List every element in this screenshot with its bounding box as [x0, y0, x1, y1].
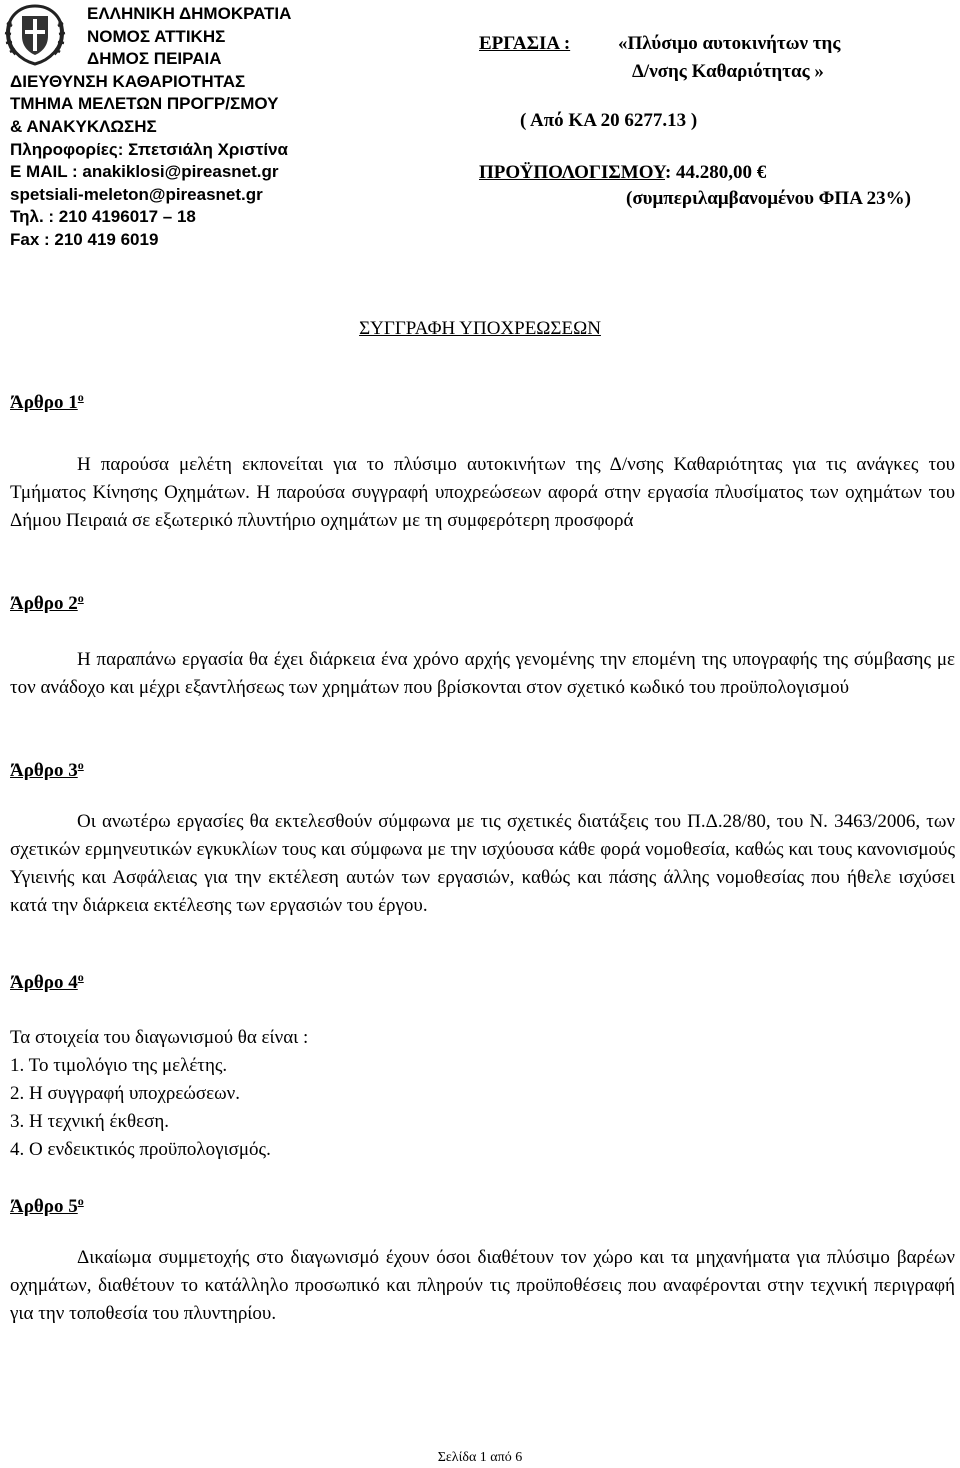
issuer-line: ΔΙΕΥΘΥΝΣΗ ΚΑΘΑΡΙΟΤΗΤΑΣ [10, 71, 246, 91]
article-body: Οι ανωτέρω εργασίες θα εκτελεσθούν σύμφωνα με τις σχετικές διατάξεις του Π.Δ.28/80, του Ν. 3463/2006, των σχετικών ερμηνευτικών εγκυκλίων τους και σύμφωνα με την ισχύουσα κάθε φορά νομοθεσία, καθώς και τους κανονισμούς Υγιεινής και Ασφάλειας για την εκτέλεση αυτών των εργασιών, καθώς και πάσης άλλης νομοθεσίας που ήθελε ισχύσει κατά την διάρκεια εκτέλεσης των εργασιών του έργου. [10, 811, 955, 916]
work-title-line-2: Δ/νσης Καθαριότητας » [632, 61, 824, 82]
article-heading: Άρθρο $2^o$ [10, 591, 84, 614]
issuer-line: ΔΗΜΟΣ ΠΕΙΡΑΙΑ [87, 49, 222, 69]
budget-label: ΠΡΟΫΠΟΛΟΓΙΣΜΟΥ [479, 162, 665, 183]
contact-email: E MAIL : anakiklosi@pireasnet.gr [10, 162, 279, 182]
article-list [10, 1024, 308, 1164]
page-number: Σελίδα 1 από 6 [437, 1450, 523, 1465]
list-item: 4. Ο ενδεικτικός προϋπολογισμός. [10, 1139, 271, 1160]
article-body: Η παραπάνω εργασία θα έχει διάρκεια ένα χρόνο αρχής γενομένης την επομένη της υπογραφής της σύμβασης με τον ανάδοχο και μέχρι εξαντλήσεως των χρημάτων που βρίσκονται στον σχετικό κωδικό του προϋπολογισμού [10, 649, 955, 698]
article-heading: Άρθρο $4^o$ [10, 970, 84, 993]
contact-person: Πληροφορίες: Σπετσιάλη Χριστίνα [10, 139, 288, 159]
issuer-line: ΝΟΜΟΣ ΑΤΤΙΚΗΣ [87, 26, 226, 46]
issuer-line: ΤΜΗΜΑ ΜΕΛΕΤΩΝ ΠΡΟΓΡ/ΣΜΟΥ [10, 94, 279, 114]
contact-phone: Τηλ. : 210 4196017 – 18 [10, 207, 196, 227]
article-heading: Άρθρο $3^o$ [10, 758, 84, 781]
article-heading: Άρθρο $1^o$ [10, 390, 84, 413]
article-body: Δικαίωμα συμμετοχής στο διαγωνισμό έχουν όσοι διαθέτουν τον χώρο και τα μηχανήματα για πλύσιμο βαρέων οχημάτων, διαθέτουν το κατάλληλο προσωπικό και πληρούν τις προϋποθέσεις που αναφέρονται στην τεχνική περιγραφή για την τοποθεσία του πλυντηρίου. [10, 1247, 955, 1324]
issuer-line: ΕΛΛΗΝΙΚΗ ΔΗΜΟΚΡΑΤΙΑ [87, 4, 292, 23]
article-heading: Άρθρο $5^o$ [10, 1194, 84, 1217]
article-body: Η παρούσα μελέτη εκπονείται για το πλύσιμο αυτοκινήτων της Δ/νσης Καθαριότητας για τις ανάγκες του Τμήματος Κίνησης Οχημάτων. Η παρούσα συγγραφή υποχρεώσεων αφορά στην εργασία πλυσίματος των οχημάτων του Δήμου Πειραιά σε εξωτερικό πλυντήριο οχημάτων με τη συμφερότερη προσφορά [10, 454, 955, 531]
contact-email-2: spetsiali-meleton@pireasnet.gr [10, 184, 263, 204]
work-label: ΕΡΓΑΣΙΑ : [479, 33, 571, 54]
list-item: 2. Η συγγραφή υποχρεώσεων. [10, 1083, 240, 1104]
budget-value: : 44.280,00 € [664, 162, 767, 183]
issuer-line: & ΑΝΑΚΥΚΛΩΣΗΣ [10, 116, 157, 136]
vat-note: (συμπεριλαμβανομένου ΦΠΑ 23%) [626, 188, 911, 209]
issuer-block [10, 3, 370, 252]
work-title-line-1: «Πλύσιμο αυτοκινήτων της [618, 33, 841, 54]
list-intro: Τα στοιχεία του διαγωνισμού θα είναι : [10, 1027, 309, 1048]
list-item: 3. Η τεχνική έκθεση. [10, 1111, 170, 1132]
contact-fax: Fax : 210 419 6019 [10, 229, 159, 249]
list-item: 1. Το τιμολόγιο της μελέτης. [10, 1055, 228, 1076]
budget-code: ( Από ΚΑ 20 6277.13 ) [520, 110, 698, 131]
document-title: ΣΥΓΓΡΑΦΗ ΥΠΟΧΡΕΩΣΕΩΝ [359, 318, 601, 339]
